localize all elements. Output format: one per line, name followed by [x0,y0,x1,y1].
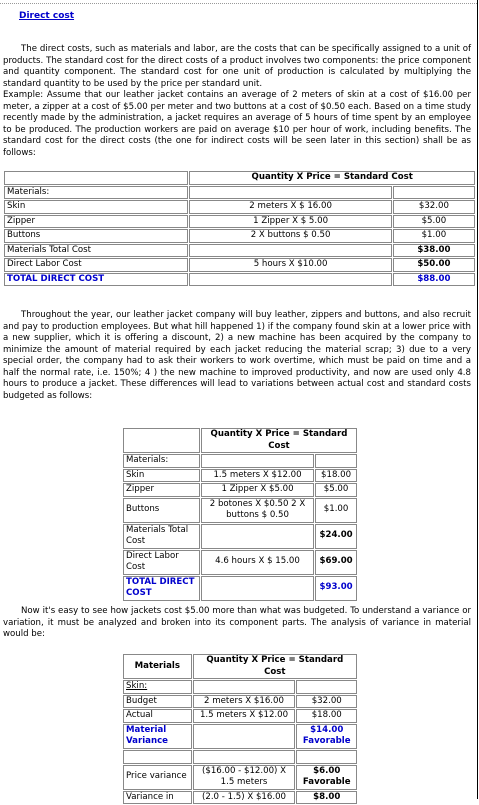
top-edge [0,0,477,4]
row-value [393,186,475,200]
row-value: $69.00 [315,550,357,575]
table-row [123,469,357,483]
row-formula: 2 X buttons $ 0.50 [189,229,391,243]
intro-paragraph [3,44,471,159]
row-label: Direct Labor Cost [123,550,200,575]
table-row [4,244,475,258]
row-formula: 1.5 meters X $12.00 [201,469,314,483]
row-label: Materials Total Cost [4,244,188,258]
row-label: Buttons [123,498,200,523]
row-label: TOTAL DIRECT COST [123,576,200,601]
direct-cost-link[interactable]: Direct cost [19,11,75,21]
row-formula [193,724,296,749]
table-header-row [4,171,475,185]
intro-text: The direct costs, such as materials and labor, are the costs that can be specifically assigned to a unit of products. The standard cost for the direct costs of a product involves two components: the price component and quantity component. The standard cost for one unit of production is calculated by multiplying the standard quantity to be used by the price per standard unit. [3,44,471,89]
row-label: Skin: [123,680,192,694]
row-formula: 2 meters X $16.00 [193,695,296,709]
variance-paragraph [3,310,471,402]
row-label: Buttons [4,229,188,243]
row-value: $18.00 [296,709,357,723]
table-row [4,258,475,272]
table-row [4,273,475,287]
row-label: Skin [123,469,200,483]
table-row [123,550,357,575]
row-value: $50.00 [393,258,475,272]
table-row [123,498,357,523]
row-value [315,454,357,468]
row-value: $6.00 Favorable [296,765,357,790]
row-value: $1.00 [315,498,357,523]
row-label: Budget [123,695,192,709]
standard-cost-table [3,170,476,287]
table-header-row [123,654,357,679]
variance-analysis-table [122,653,358,805]
row-label: Material Variance [123,724,192,749]
row-label [123,750,192,764]
table-row [123,750,357,764]
row-formula: 1.5 meters X $12.00 [193,709,296,723]
table-header-row [123,428,357,453]
table-row [4,215,475,229]
table-row [4,229,475,243]
table-row [4,200,475,214]
row-label: Materials Total Cost [123,524,200,549]
actual-cost-table [122,427,358,602]
row-label: Skin [4,200,188,214]
table-row [123,695,357,709]
row-value: $32.00 [393,200,475,214]
row-value: $18.00 [315,469,357,483]
row-label: Zipper [123,483,200,497]
row-value: $5.00 [393,215,475,229]
row-value: $32.00 [296,695,357,709]
row-formula: (2.0 - 1.5) X $16.00 [193,791,296,805]
row-label: TOTAL DIRECT COST [4,273,188,287]
row-formula [193,680,296,694]
analysis-text: Now it's easy to see how jackets cost $5.00 more than what was budgeted. To understand a variance or variation, it must be analyzed and broken into its component parts. The analysis of variance in material would be: [3,606,471,639]
row-label: Materials: [4,186,188,200]
analysis-paragraph [3,606,471,641]
row-value [296,750,357,764]
row-formula: 2 botones X $0.50 2 X buttons $ 0.50 [201,498,314,523]
row-value: $38.00 [393,244,475,258]
row-formula: 5 hours X $10.00 [189,258,391,272]
table-row [123,765,357,790]
row-value: $88.00 [393,273,475,287]
row-value: $93.00 [315,576,357,601]
row-formula [201,524,314,549]
table-row [123,576,357,601]
table-row [123,791,357,805]
table-row [123,483,357,497]
row-formula [201,576,314,601]
row-value: $24.00 [315,524,357,549]
row-value: $5.00 [315,483,357,497]
table-header: Quantity X Price = Standard Cost [193,654,357,679]
row-formula: 1 Zipper X $ 5.00 [189,215,391,229]
table-row [123,709,357,723]
row-formula [193,750,296,764]
row-formula: 2 meters X $ 16.00 [189,200,391,214]
row-label: Materials: [123,454,200,468]
table-row [123,454,357,468]
example-text: Example: Assume that our leather jacket contains an average of 2 meters of skin at a cost of $16.00 per meter, a zipper at a cost of $5.00 per meter and two buttons at a cost of $0.50 each. Based on a time study recently made by the administration, a jacket requires an average of 5 hours of time spent by an employee to be produced. The production workers are paid on average $10 per hour of work, including benefits. The standard cost for the direct costs (the one for indirect costs will be seen later in this section) shall be as follows: [3,90,471,158]
row-value [296,680,357,694]
table-header: Quantity X Price = Standard Cost [189,171,475,185]
row-formula [201,454,314,468]
row-value: $14.00 Favorable [296,724,357,749]
row-formula [189,273,391,287]
table-header: Quantity X Price = Standard Cost [201,428,357,453]
row-value: $8.00 [296,791,357,805]
row-value: $1.00 [393,229,475,243]
table-row [4,186,475,200]
table-row [123,524,357,549]
row-label: Zipper [4,215,188,229]
materials-header: Materials [123,654,192,679]
table-row [123,680,357,694]
row-formula: ($16.00 - $12.00) X 1.5 meters [193,765,296,790]
table-row [123,724,357,749]
row-formula [189,186,391,200]
row-formula [189,244,391,258]
variance-text: Throughout the year, our leather jacket company will buy leather, zippers and buttons, and also recruit and pay to production employees. But what hill happened 1) if the company found skin at a lower price with a new supplier, which it is offering a discount, 2) a new machine has been acquired by the company to minimize the amount of material required by each jacket reducing the material scrap; 3) due to a very special order, the company had to ask their workers to work overtime, which must be paid on time and a half the normal rate, i.e. 150%; 4 ) the new machine to improved productivity, and now are used only 4.8 hours to produce a jacket. These differences will lead to variations between actual cost and standard costs budgeted as follows: [3,310,471,401]
row-label: Direct Labor Cost [4,258,188,272]
row-label: Variance in [123,791,192,805]
row-label: Actual [123,709,192,723]
row-formula: 4.6 hours X $ 15.00 [201,550,314,575]
row-label: Price variance [123,765,192,790]
row-formula: 1 Zipper X $5.00 [201,483,314,497]
